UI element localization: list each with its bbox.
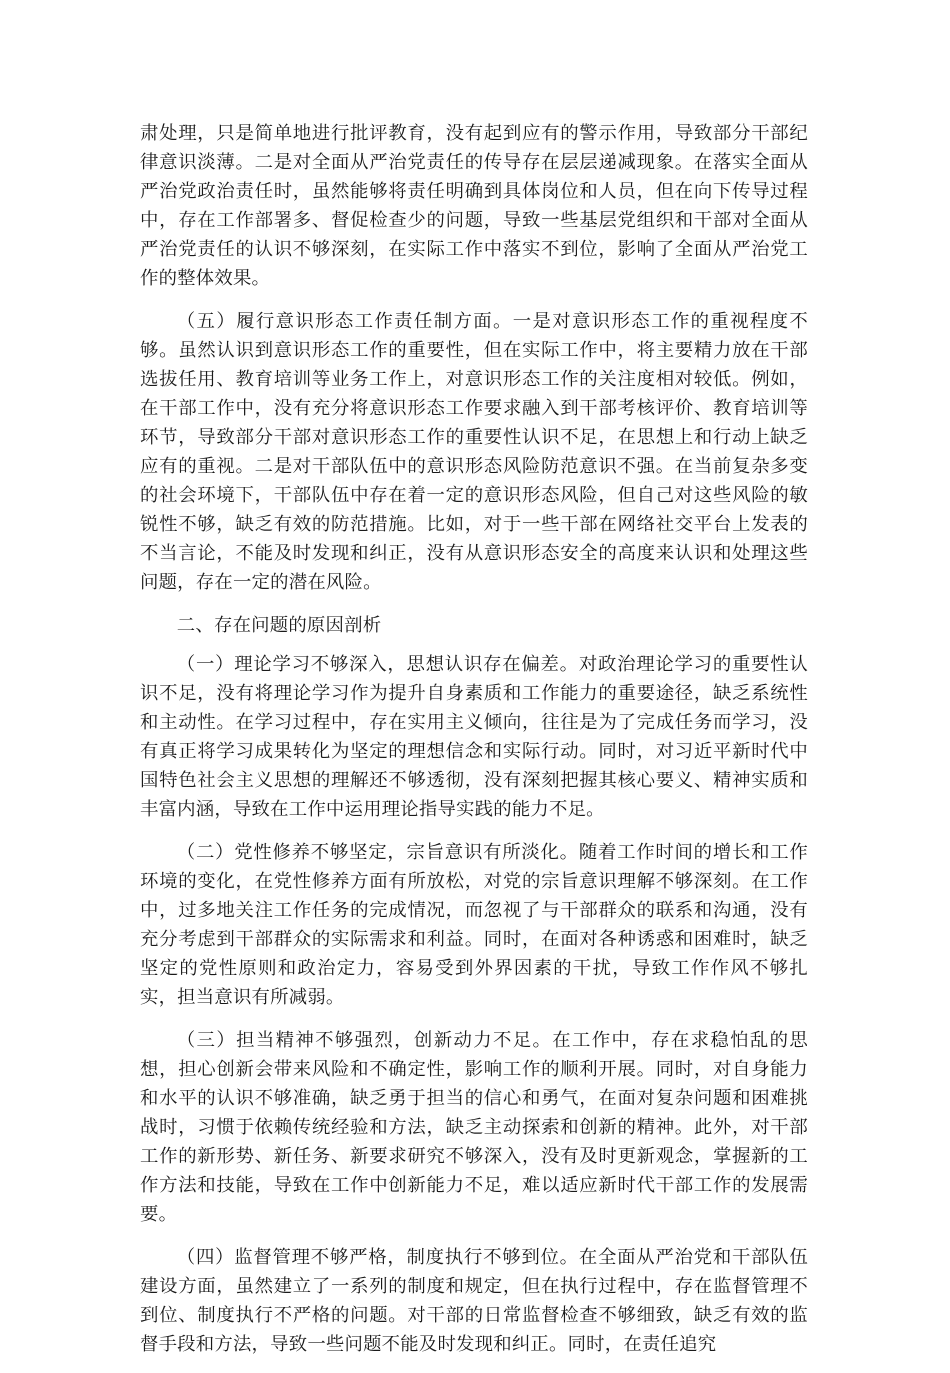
- paragraph-theory-study: （一）理论学习不够深入，思想认识存在偏差。对政治理论学习的重要性认识不足，没有将理论学习作为提升自身素质和工作能力的重要途径，缺乏系统性和主动性。在学习过程中，存在实用主义倾向，往往是为了完成任务而学习，没有真正将学习成果转化为坚定的理想信念和实际行动。同时，对习近平新时代中国特色社会主义思想的理解还不够透彻，没有深刻把握其核心要义、精神实质和丰富内涵，导致在工作中运用理论指导实践的能力不足。: [140, 654, 808, 820]
- paragraph-responsibility-innovation: （三）担当精神不够强烈，创新动力不足。在工作中，存在求稳怕乱的思想，担心创新会带来风险和不确定性，影响工作的顺利开展。同时，对自身能力和水平的认识不够准确，缺乏勇于担当的信心和勇气，在面对复杂问题和困难挑战时，习惯于依赖传统经验和方法，缺乏主动探索和创新的精神。此外，对干部工作的新形势、新任务、新要求研究不够深入，没有及时更新观念，掌握新的工作方法和技能，导致在工作中创新能力不足，难以适应新时代干部工作的发展需要。: [140, 1030, 808, 1225]
- section-heading-cause-analysis: 二、存在问题的原因剖析: [176, 615, 382, 636]
- paragraph-party-spirit: （二）党性修养不够坚定，宗旨意识有所淡化。随着工作时间的增长和工作环境的变化，在党性修养方面有所放松，对党的宗旨意识理解不够深刻。在工作中，过多地关注工作任务的完成情况，而忽视了与干部群众的联系和沟通，没有充分考虑到干部群众的实际需求和利益。同时，在面对各种诱惑和困难时，缺乏坚定的党性原则和政治定力，容易受到外界因素的干扰，导致工作作风不够扎实，担当意识有所减弱。: [140, 842, 808, 1008]
- paragraph-ideology-responsibility: （五）履行意识形态工作责任制方面。一是对意识形态工作的重视程度不够。虽然认识到意识形态工作的重要性，但在实际工作中，将主要精力放在干部选拔任用、教育培训等业务工作上，对意识形态工作的关注度相对较低。例如，在干部工作中，没有充分将意识形态工作要求融入到干部考核评价、教育培训等环节，导致部分干部对意识形态工作的重要性认识不足，在思想上和行动上缺乏应有的重视。二是对干部队伍中的意识形态风险防范意识不强。在当前复杂多变的社会环境下，干部队伍中存在着一定的意识形态风险，但自己对这些风险的敏锐性不够，缺乏有效的防范措施。比如，对于一些干部在网络社交平台上发表的不当言论，不能及时发现和纠正，没有从意识形态安全的高度来认识和处理这些问题，存在一定的潜在风险。: [140, 311, 808, 593]
- paragraph-continued: 肃处理，只是简单地进行批评教育，没有起到应有的警示作用，导致部分干部纪律意识淡薄。二是对全面从严治党责任的传导存在层层递减现象。在落实全面从严治党政治责任时，虽然能够将责任明确到具体岗位和人员，但在向下传导过程中，存在工作部署多、督促检查少的问题，导致一些基层党组织和干部对全面从严治党责任的认识不够深刻，在实际工作中落实不到位，影响了全面从严治党工作的整体效果。: [140, 123, 808, 289]
- paragraph-supervision-management: （四）监督管理不够严格，制度执行不够到位。在全面从严治党和干部队伍建设方面，虽然建立了一系列的制度和规定，但在执行过程中，存在监督管理不到位、制度执行不严格的问题。对干部的日常监督检查不够细致，缺乏有效的监督手段和方法，导致一些问题不能及时发现和纠正。同时，在责任追究: [140, 1247, 808, 1355]
- document-body: [140, 119, 808, 1373]
